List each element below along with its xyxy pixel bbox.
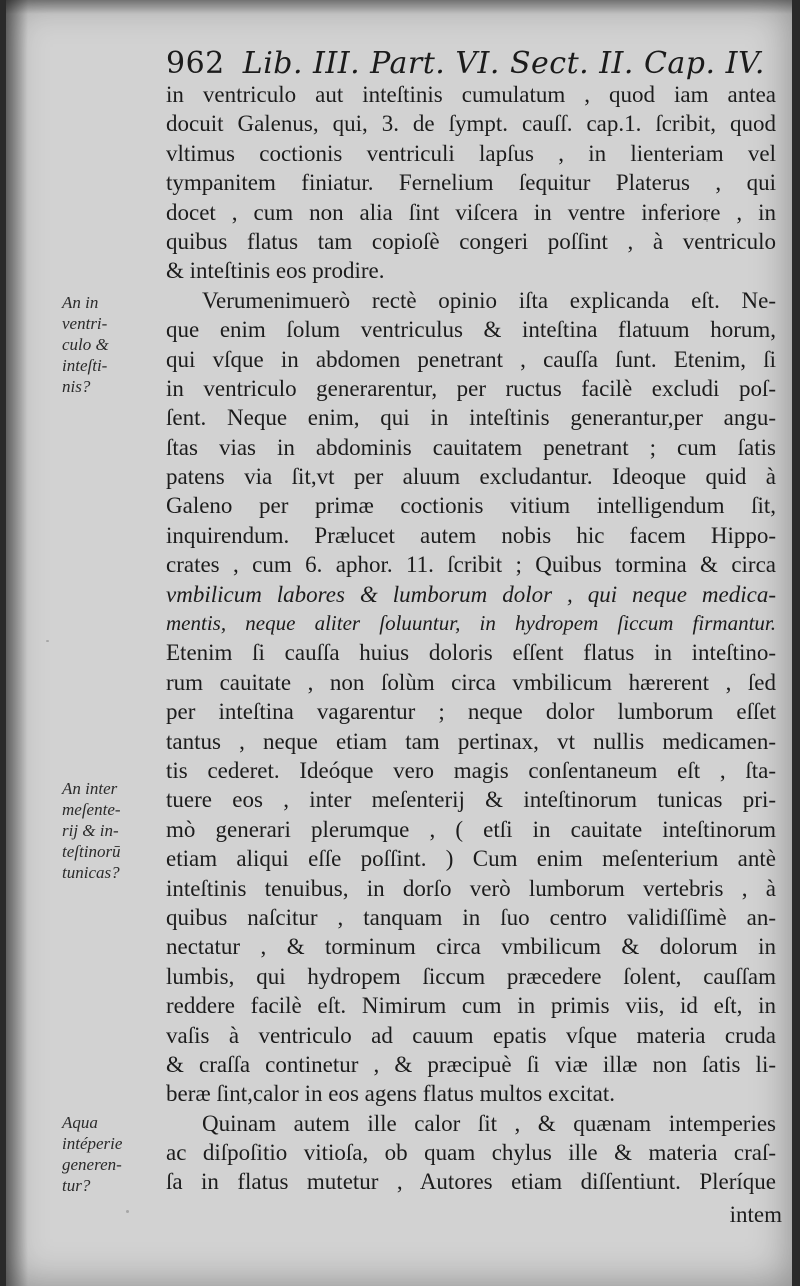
margin-note-2 xyxy=(62,778,158,883)
text-line: ſa in flatus mutetur , Autores etiam diſſentiunt. Pleríque xyxy=(166,1169,776,1195)
paper-speckle xyxy=(126,1210,129,1213)
text-line: patens via ſit,vt per aluum excludantur. Ideoque quid à xyxy=(166,464,776,490)
text-line: vltimus coctionis ventriculi lapſus , in lienteriam vel xyxy=(166,140,776,166)
text-line: etiam aliqui eſſe poſſint. ) Cum enim meſenterium antè xyxy=(166,846,776,872)
text-line: rum cauitate , non ſolùm circa vmbilicum hærerent , ſed xyxy=(166,669,776,695)
margin-note-1 xyxy=(62,292,158,397)
catchword: intem xyxy=(729,1202,782,1227)
text-line: Quinam autem ille calor ſit , & quænam intemperies xyxy=(202,1110,776,1136)
running-head xyxy=(166,46,766,84)
margin-note-line: meſente- xyxy=(62,800,121,819)
text-line: Verumenimuerò rectè opinio iſta explicanda eſt. Ne- xyxy=(202,287,776,313)
text-line: tympanitem finiatur. Fernelium ſequitur Platerus , qui xyxy=(166,170,776,196)
margin-note-line: inteſti- xyxy=(62,356,108,375)
margin-note-3 xyxy=(62,1112,158,1196)
text-line: tantus , neque etiam tam pertinax, vt nullis medicamen- xyxy=(166,728,776,754)
text-line: qui vſque in abdomen penetrant , cauſſa ſunt. Etenim, ſi xyxy=(166,346,776,372)
text-line: nectatur , & torminum circa vmbilicum & dolorum in xyxy=(166,934,776,960)
text-line: quibus flatus tam copioſè congeri poſſint , à ventriculo xyxy=(166,228,776,254)
text-line: lumbis, qui hydropem ſiccum præcedere ſolent, cauſſam xyxy=(166,963,776,989)
running-title: Lib. III. Part. VI. Sect. II. Cap. IV. xyxy=(242,46,765,81)
margin-note-line: rij & in- xyxy=(62,821,119,840)
margin-note-line: generen- xyxy=(62,1155,122,1174)
margin-note-line: An in xyxy=(62,293,99,312)
text-line: docet , cum non alia ſint viſcera in ventre inferiore , in xyxy=(166,199,776,225)
text-line: quibus naſcitur , tanquam in ſuo centro validiſſimè an- xyxy=(166,904,776,930)
text-line: Etenim ſi cauſſa huius doloris eſſent flatus in inteſtino- xyxy=(166,640,776,666)
text-line-quote: mentis, neque aliter ſoluuntur, in hydropem ſiccum firmantur. xyxy=(166,611,776,636)
text-line: tuere eos , inter meſenterij & inteſtinorum tunicas pri- xyxy=(166,787,776,813)
text-line: vaſis à ventriculo ad cauum epatis vſque materia cruda xyxy=(166,1022,776,1048)
margin-note-line: nis? xyxy=(62,377,91,396)
text-line: in ventriculo generarentur, per ructus facilè excludi poſ- xyxy=(166,375,776,401)
text-line: beræ ſint,calor in eos agens flatus multos excitat. xyxy=(166,1081,616,1107)
margin-note-line: Aqua xyxy=(62,1113,98,1132)
text-line: reddere facilè eſt. Nimirum cum in primis viis, id eſt, in xyxy=(166,993,776,1019)
text-line: docuit Galenus, qui, 3. de ſympt. cauſſ. cap.1. ſcribit, quod xyxy=(166,111,776,137)
paper-speckle xyxy=(706,220,708,222)
gutter-shadow xyxy=(6,0,28,1286)
margin-note-line: intéperie xyxy=(62,1134,123,1153)
text-line: per inteſtina vagarentur ; neque dolor lumborum eſſet xyxy=(166,699,776,725)
body-text xyxy=(166,80,776,1197)
text-line: crates , cum 6. aphor. 11. ſcribit ; Quibus tormina & circa xyxy=(166,552,776,578)
margin-note-line: culo & xyxy=(62,335,109,354)
page-number: 962 xyxy=(166,46,225,81)
margin-note-line: tur? xyxy=(62,1176,91,1195)
text-line: inteſtinis tenuibus, in dorſo verò lumborum vertebris , à xyxy=(166,875,776,901)
text-line: inquirendum. Prælucet autem nobis hic facem Hippo- xyxy=(166,522,776,548)
text-line: in ventriculo aut inteſtinis cumulatum , quod iam antea xyxy=(166,82,776,107)
margin-note-line: tunicas? xyxy=(62,863,120,882)
text-line: & craſſa continetur , & præcipuè ſi viæ illæ non ſatis li- xyxy=(166,1051,776,1077)
text-line: tis cederet. Ideóque vero magis conſentaneum eſt , ſta- xyxy=(166,757,776,783)
margin-note-line: An inter xyxy=(62,779,118,798)
top-edge-shadow xyxy=(6,0,792,14)
text-line: ſent. Neque enim, qui in inteſtinis generantur,per angu- xyxy=(166,405,776,431)
text-line: Galeno per primæ coctionis vitium intelligendum ſit, xyxy=(166,493,776,519)
text-line-quote: vmbilicum labores & lumborum dolor , qui neque medica- xyxy=(166,581,776,607)
book-page xyxy=(6,0,792,1286)
text-line: mò generari plerumque , ( etſi in cauitate inteſtinorum xyxy=(166,816,776,842)
margin-note-line: ventri- xyxy=(62,314,108,333)
paper-speckle xyxy=(46,640,49,642)
text-line: ſtas vias in abdominis cauitatem penetrant ; cum ſatis xyxy=(166,434,776,460)
text-line: ac diſpoſitio vitioſa, ob quam chylus ille & materia craſ- xyxy=(166,1140,776,1166)
text-line: & inteſtinis eos prodire. xyxy=(166,258,385,284)
text-line: que enim ſolum ventriculus & inteſtina flatuum horum, xyxy=(166,317,776,343)
margin-note-line: teſtinorū xyxy=(62,842,121,861)
